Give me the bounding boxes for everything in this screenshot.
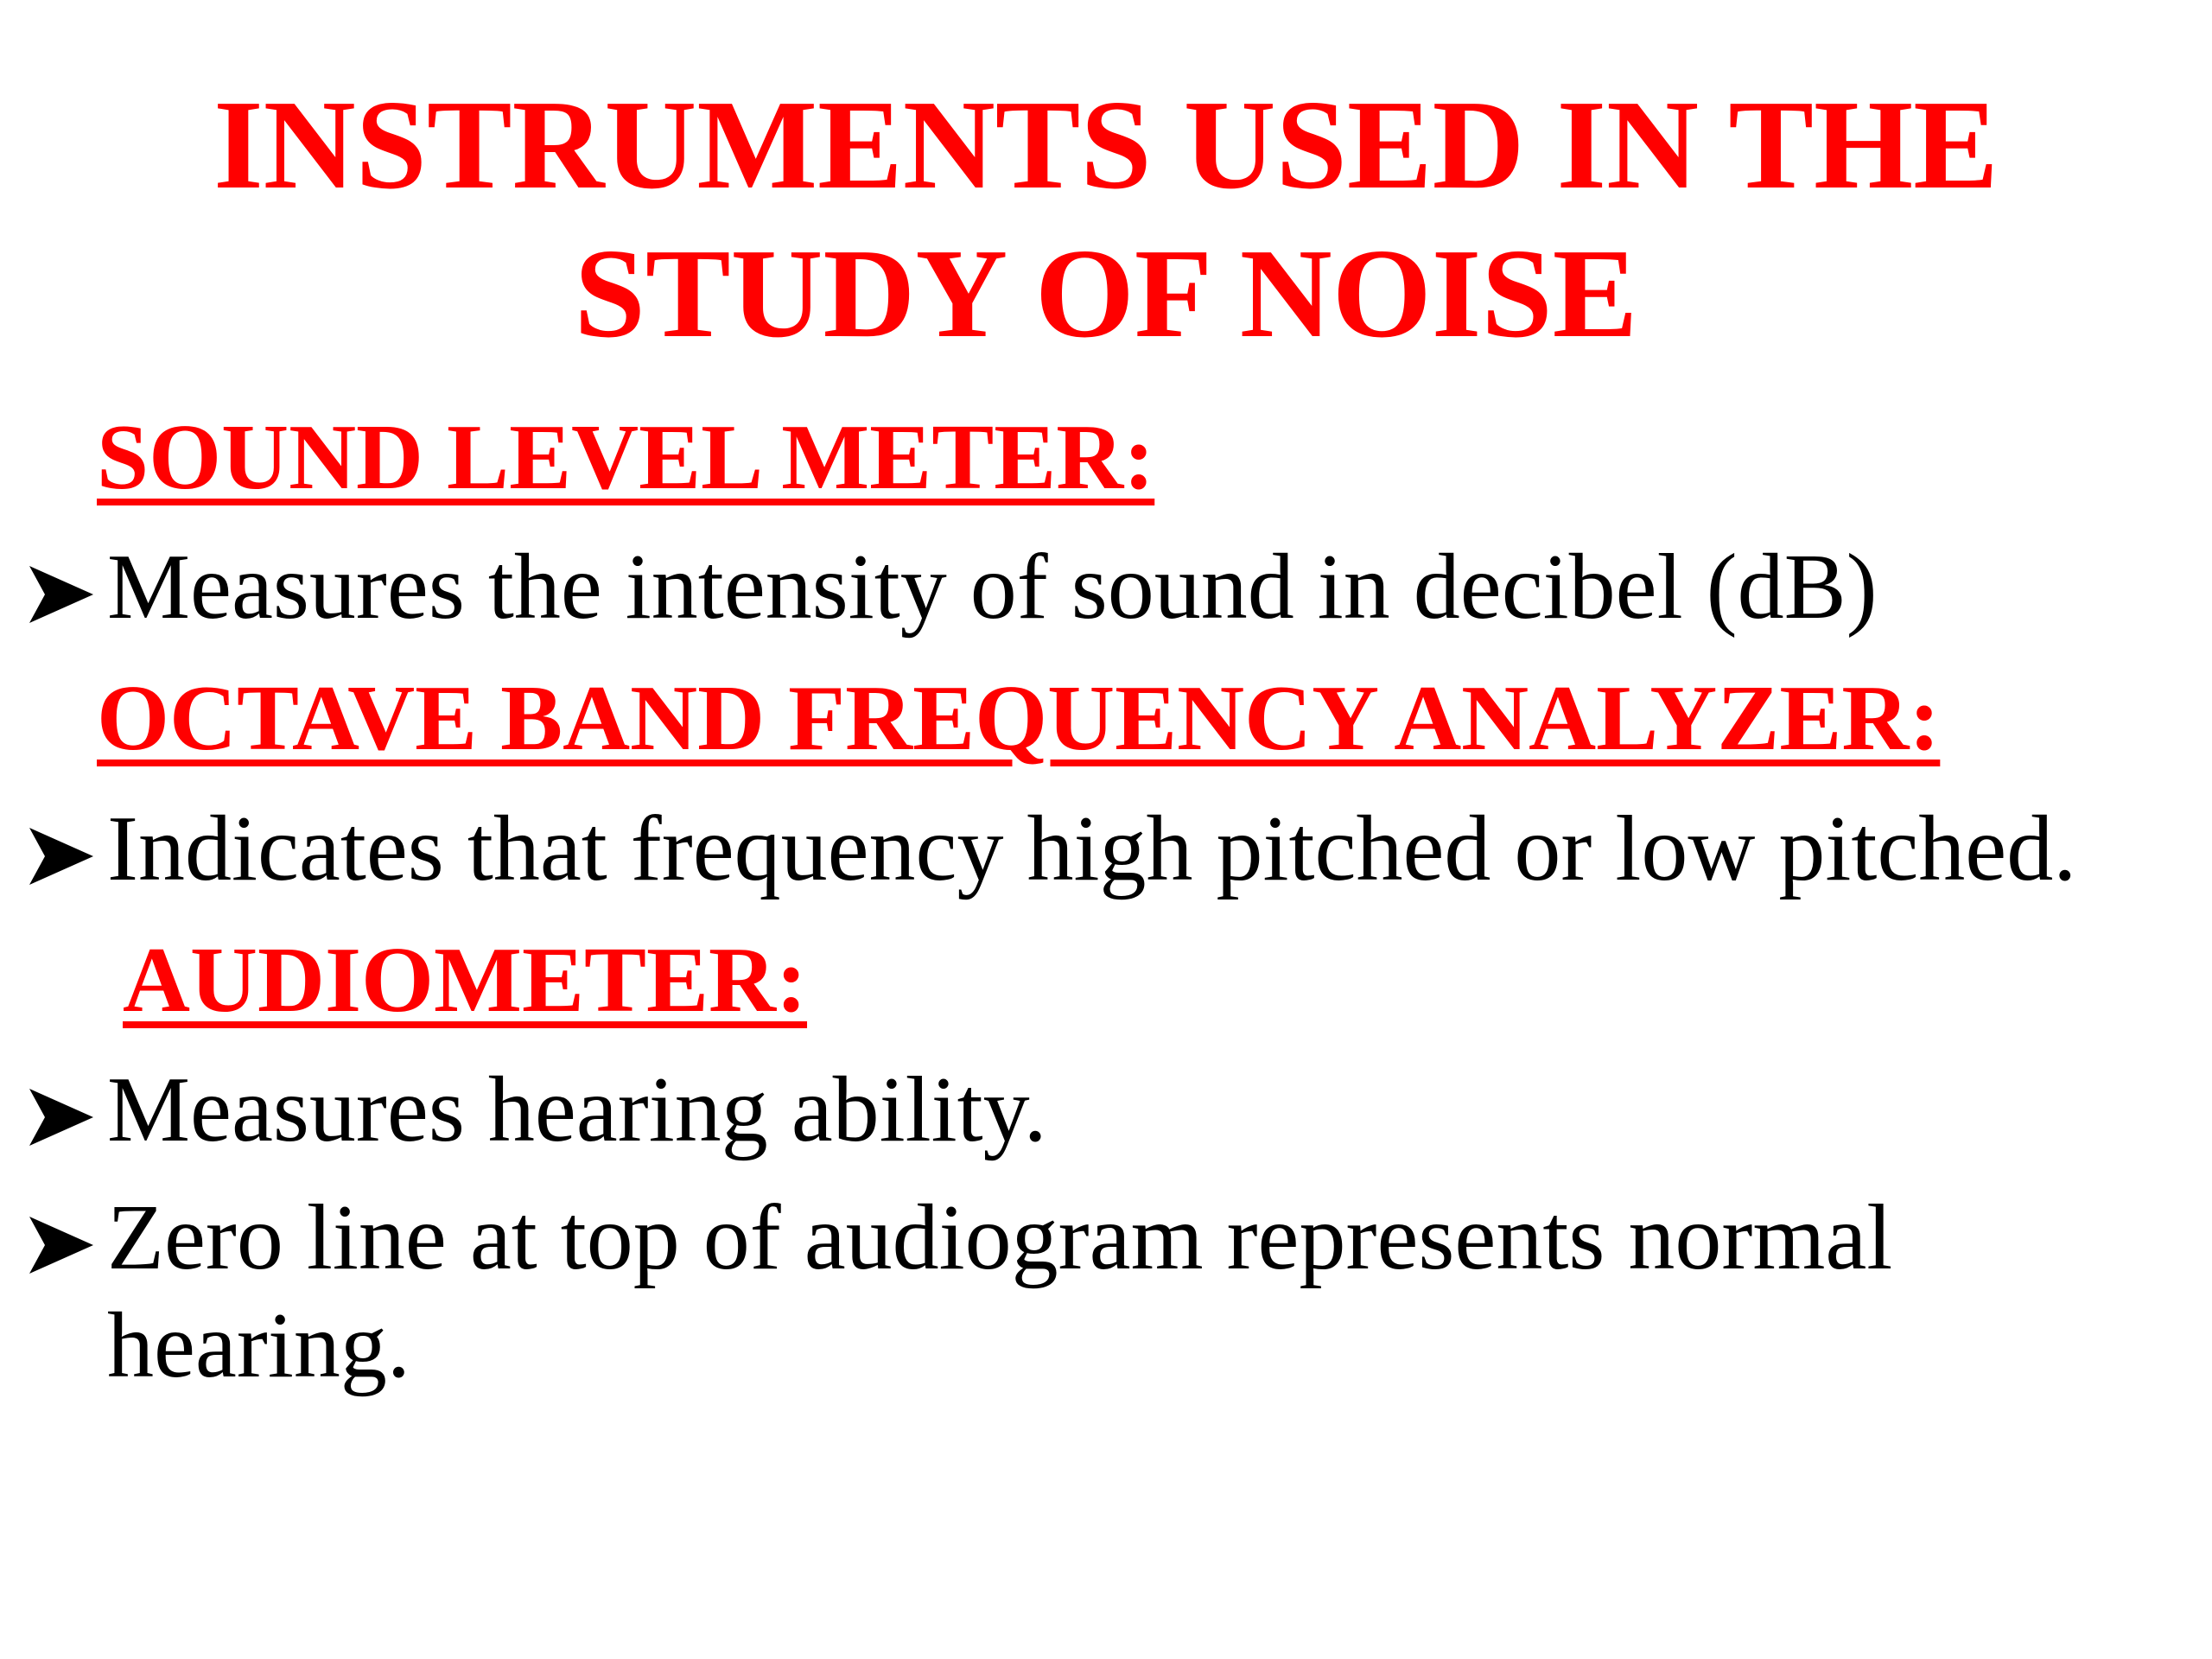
arrowhead-bullet-icon: [26, 1184, 107, 1275]
bullet-text-line-2: hearing.: [107, 1294, 410, 1397]
heading-octave-band-frequency-analyzer: OCTAVE BAND FREQUENCY ANALYZER:: [97, 667, 1941, 770]
bullet-text: Measures the intensity of sound in decibel (dB): [107, 536, 1878, 639]
arrowhead-bullet-icon: [26, 795, 107, 887]
bullet-text-line-1: Zero line at top of audiogram represents normal: [107, 1186, 1893, 1289]
bullet-item: [26, 795, 2076, 903]
bullet-text: Measures hearing ability.: [107, 1058, 1047, 1161]
bullet-item: [26, 533, 1878, 641]
slide-title: [0, 71, 2212, 368]
bullet-text: Indicates that frequency high pitched or low pitched.: [107, 798, 2077, 900]
bullet-item: [26, 1056, 1047, 1164]
heading-sound-level-meter: SOUND LEVEL METER:: [97, 406, 1155, 509]
bullet-item: [26, 1184, 1892, 1400]
bullet-text: [107, 1184, 1892, 1400]
title-line-1: INSTRUMENTS USED IN THE: [213, 74, 1999, 216]
arrowhead-bullet-icon: [26, 1056, 107, 1147]
heading-audiometer: AUDIOMETER:: [123, 929, 808, 1032]
arrowhead-bullet-icon: [26, 533, 107, 625]
title-line-2: STUDY OF NOISE: [574, 223, 1638, 365]
